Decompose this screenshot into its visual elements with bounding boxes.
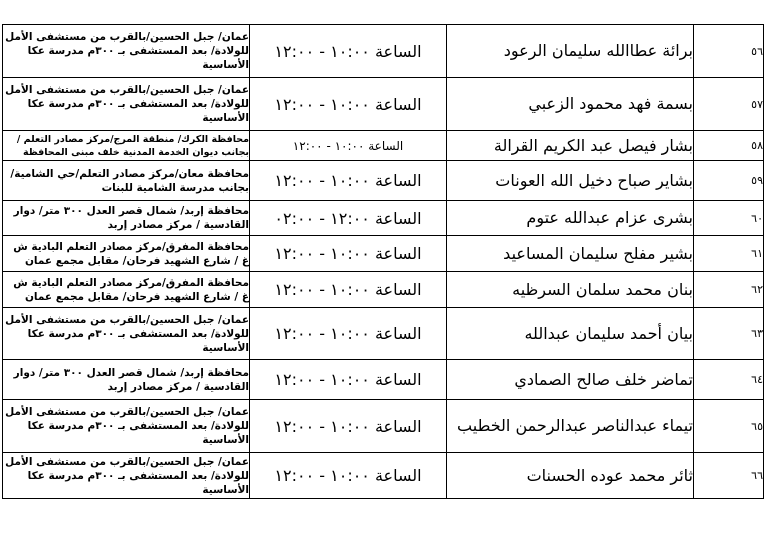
time-cell: الساعة ١٠:٠٠ - ١٢:٠٠ (250, 131, 447, 161)
name-cell: ثائر محمد عوده الحسنات (447, 453, 694, 499)
name-cell: بشرى عزام عبدالله عتوم (447, 201, 694, 236)
table-row (3, 272, 764, 308)
name-cell: بسمة فهد محمود الزعبي (447, 78, 694, 131)
time-cell: الساعة ١٠:٠٠ - ١٢:٠٠ (250, 360, 447, 400)
row-number: ٥٧ (694, 78, 764, 131)
row-number: ٥٨ (694, 131, 764, 161)
time-cell: الساعة ١٠:٠٠ - ١٢:٠٠ (250, 400, 447, 453)
time-cell: الساعة ١٠:٠٠ - ١٢:٠٠ (250, 25, 447, 78)
location-cell: عمان/ جبل الحسين/بالقرب من مستشفى الأمل للولادة/ بعد المستشفى بـ ٣٠٠م مدرسة عكا الأساسية (3, 78, 250, 131)
time-cell: الساعة ١٠:٠٠ - ١٢:٠٠ (250, 236, 447, 272)
table-row (3, 131, 764, 161)
name-cell: بشار فيصل عبد الكريم القرالة (447, 131, 694, 161)
name-cell: بنان محمد سلمان السرظيه (447, 272, 694, 308)
location-cell: عمان/ جبل الحسين/بالقرب من مستشفى الأمل للولادة/ بعد المستشفى بـ ٣٠٠م مدرسة عكا الأساسية (3, 308, 250, 360)
name-cell: بشير مفلح سليمان المساعيد (447, 236, 694, 272)
table-row (3, 308, 764, 360)
location-cell: محافظة المفرق/مركز مصادر التعلم البادية ش غ / شارع الشهيد فرحان/ مقابل مجمع عمان (3, 272, 250, 308)
location-cell: عمان/ جبل الحسين/بالقرب من مستشفى الأمل للولادة/ بعد المستشفى بـ ٣٠٠م مدرسة عكا الأساسية (3, 25, 250, 78)
time-cell: الساعة ١٠:٠٠ - ١٢:٠٠ (250, 308, 447, 360)
location-cell: محافظة معان/مركز مصادر التعلم/حي الشامية/ بجانب مدرسة الشامية للبنات (3, 161, 250, 201)
location-cell: محافظة الكرك/ منطقة المرج/مركز مصادر التعلم / بجانب ديوان الخدمة المدنية خلف مبنى المحافظة (3, 131, 250, 161)
table-row (3, 161, 764, 201)
table-row (3, 25, 764, 78)
table-row (3, 400, 764, 453)
name-cell: تيماء عبدالناصر عبدالرحمن الخطيب (447, 400, 694, 453)
time-cell: الساعة ١٢:٠٠ - ٠٢:٠٠ (250, 201, 447, 236)
row-number: ٦١ (694, 236, 764, 272)
time-cell: الساعة ١٠:٠٠ - ١٢:٠٠ (250, 78, 447, 131)
row-number: ٥٩ (694, 161, 764, 201)
table-row (3, 453, 764, 499)
name-cell: برائة عطاالله سليمان الرعود (447, 25, 694, 78)
location-cell: عمان/ جبل الحسين/بالقرب من مستشفى الأمل للولادة/ بعد المستشفى بـ ٣٠٠م مدرسة عكا الأساسية (3, 400, 250, 453)
row-number: ٦٥ (694, 400, 764, 453)
time-cell: الساعة ١٠:٠٠ - ١٢:٠٠ (250, 272, 447, 308)
table-row (3, 78, 764, 131)
table-row (3, 236, 764, 272)
table-row (3, 201, 764, 236)
row-number: ٦٠ (694, 201, 764, 236)
time-cell: الساعة ١٠:٠٠ - ١٢:٠٠ (250, 161, 447, 201)
row-number: ٦٣ (694, 308, 764, 360)
row-number: ٦٢ (694, 272, 764, 308)
row-number: ٥٦ (694, 25, 764, 78)
location-cell: محافظة إربد/ شمال قصر العدل ٣٠٠ متر/ دوار القادسية / مركز مصادر إربد (3, 201, 250, 236)
name-cell: بشاير صباح دخيل الله العونات (447, 161, 694, 201)
location-cell: محافظة المفرق/مركز مصادر التعلم البادية ش غ / شارع الشهيد فرحان/ مقابل مجمع عمان (3, 236, 250, 272)
row-number: ٦٦ (694, 453, 764, 499)
row-number: ٦٤ (694, 360, 764, 400)
time-cell: الساعة ١٠:٠٠ - ١٢:٠٠ (250, 453, 447, 499)
table-row (3, 360, 764, 400)
name-cell: تماضر خلف صالح الصمادي (447, 360, 694, 400)
location-cell: محافظة إربد/ شمال قصر العدل ٣٠٠ متر/ دوار القادسية / مركز مصادر إربد (3, 360, 250, 400)
name-cell: بيان أحمد سليمان عبدالله (447, 308, 694, 360)
schedule-table (2, 24, 764, 499)
location-cell: عمان/ جبل الحسين/بالقرب من مستشفى الأمل للولادة/ بعد المستشفى بـ ٣٠٠م مدرسة عكا الأساسية (3, 453, 250, 499)
